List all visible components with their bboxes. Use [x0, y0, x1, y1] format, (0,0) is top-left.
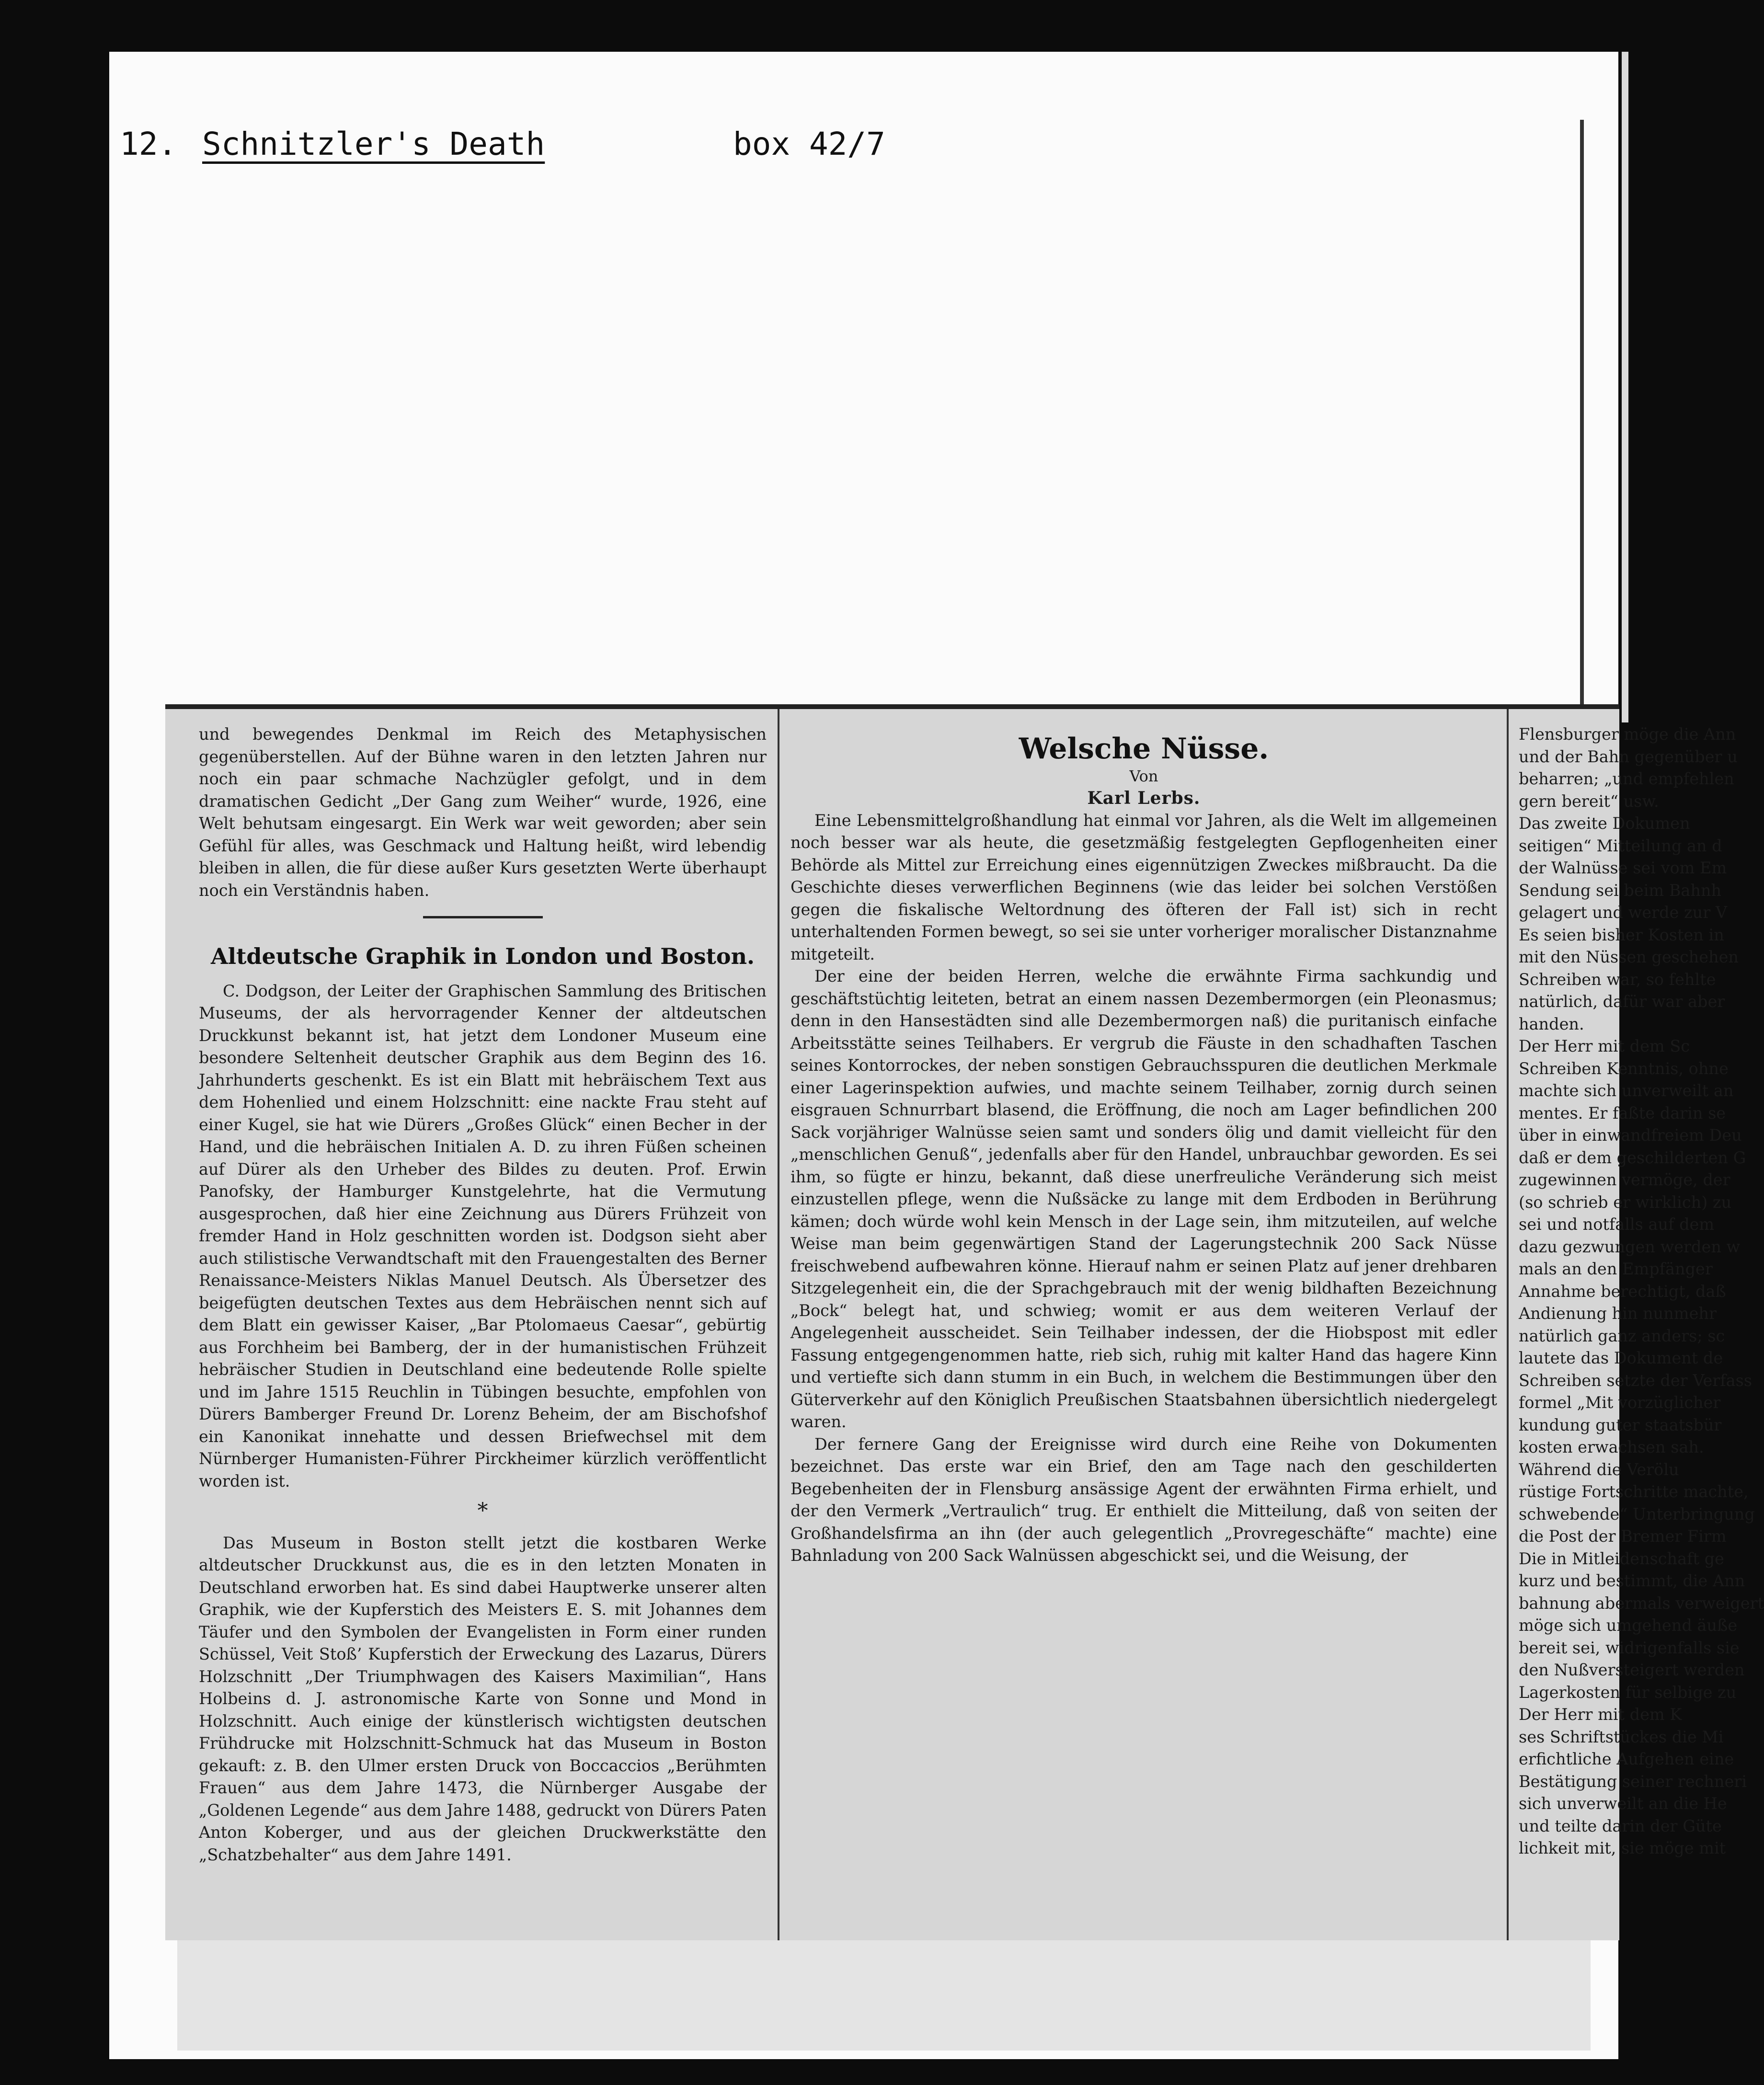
column-line: lichkeit mit, sie möge mit	[1519, 1839, 1726, 1857]
column-left	[199, 723, 767, 1888]
article-paragraph: Der eine der beiden Herren, welche die erwähnte Firma sachkundig und geschäftstüchtig leiteten, betrat an einem nassen Dezembermorgen (ein Pleonasmus; denn in den Hansestädten sind alle Dezembermorgen naß) die puritanisch einfache Arbeitsstätte seines Teilhabers. Er vergrub die Fäuste in den schadhaften Taschen seines Kontorrockes, der neben sonstigen Gebrauchsspuren die deutlichen Merkmale einer Lagerinspektion aufwies, und machte seinem Teilhaber, zornig durch seinen eisgrauen Schnurrbart blasend, die Eröffnung, die noch am Lager befindlichen 200 Sack vorjähriger Walnüsse seien samt und sonders ölig und damit vielleicht für den „menschlichen Genuß“, jedenfalls aber für den Handel, unbrauchbar geworden. Es sei ihm, so fügte er hinzu, bekannt, daß diese unerfreuliche Veränderung sich meist einzustellen pflege, wenn die Nußsäcke zu lange mit dem Erdboden in Berührung kämen; doch würde wohl kein Mensch in der Lage sein, ihm mitzuteilen, auf welche Weise man beim gegenwärtigen Stand der Lagerungstechnik 200 Sack Nüsse freischwebend aufbewahren könne. Hierauf nahm er seinen Platz auf jener drehbaren Sitzgelegenheit ein, die der Sprachgebrauch mit der wenig bildhaften Bezeichnung „Bock“ belegt hat, und schwieg; womit er aus dem weiteren Verlauf der Angelegenheit ausscheidet. Sein Teilhaber indessen, der die Hiobspost mit edler Fassung entgegengenommen hatte, rieb sich, ruhig mit kalter Hand das hagere Kinn und vertiefte sich dann stumm in ein Buch, in welchem die Bestimmungen über den Güterverkehr auf den Königlich Preußischen Staatsbahnen übersichtlich niedergelegt waren.	[790, 967, 1497, 1431]
column-line: natürlich, dafür war aber	[1519, 992, 1725, 1011]
column-rule	[778, 709, 779, 1940]
column-line: schwebende“ Unterbringung	[1519, 1504, 1755, 1524]
column-line: sei und notfalls auf dem	[1519, 1215, 1715, 1234]
column-line: gelagert und werde zur V	[1519, 903, 1728, 922]
column-line: und der Bahn gegenüber u	[1519, 747, 1738, 766]
article-paragraph: Das Museum in Boston stellt jetzt die kostbaren Werke altdeutscher Druckkunst aus, die es in den letzten Monaten in Deutschland erworben hat. Es sind dabei Hauptwerke unserer alten Graphik, wie der Kupferstich des Meisters E. S. mit Johannes dem Täufer und den Symbolen der Evangelisten in Form einer runden Schüssel, Veit Stoß’ Kupferstich der Erweckung des Lazarus, Dürers Holzschnitt „Der Triumphwagen des Kaisers Maximilian“, Hans Holbeins d. J. astronomische Karte von Sonne und Mond in Holzschnitt. Auch einige der künstlerisch wichtigsten deutschen Frühdrucke mit Holzschnitt-Schmuck hat das Museum in Boston gekauft: z. B. den Ulmer ersten Druck von Boccaccios „Berühmten Frauen“ aus dem Jahre 1473, die Nürnberger Ausgabe der „Goldenen Legende“ aus dem Jahre 1488, gedruckt von Dürers Paten Anton Koberger, und aus der gleichen Druckwerkstätte den „Schatzbehalter“ aus dem Jahre 1491.	[199, 1533, 767, 1864]
column-line: mit den Nüssen geschehen	[1519, 948, 1739, 966]
article-intro-text: und bewegendes Denkmal im Reich des Metaphysischen gegenüberstellen. Auf der Bühne waren in den letzten Jahren nur noch ein paar schmache Nachzügler gefolgt, und in dem dramatischen Gedicht „Der Gang zum Weiher“ wurde, 1926, eine Welt behutsam eingesargt. Ein Werk war weit geworden; aber sein Gefühl für alles, was Geschmack und Haltung heißt, wird lebendig bleiben in allen, die für diese außer Kurs gesetzten Werte überhaupt noch ein Verständnis haben.	[199, 725, 767, 900]
article-paragraph: Der fernere Gang der Ereignisse wird durch eine Reihe von Dokumenten bezeichnet. Das erste war ein Brief, den am Tage nach den geschilderten Begebenheiten der in Flensburg ansässige Agent der erwähnten Firma erhielt, und der den Vermerk „Vertraulich“ trug. Er enthielt die Mitteilung, daß von seiten der Großhandelsfirma an ihn (der auch gelegentlich „Provregeschäfte“ machte) eine Bahnladung von 200 Sack Walnüssen abgeschickt sei, und die Weisung, der	[790, 1434, 1497, 1565]
column-line: beharren; „und empfehlen	[1519, 769, 1734, 788]
column-line: Lagerkosten für selbige zu	[1519, 1683, 1737, 1702]
column-line: kundung guter staatsbür	[1519, 1415, 1722, 1434]
column-line: möge sich umgehend äuße	[1519, 1616, 1738, 1635]
column-line: sich unverweilt an die He	[1519, 1794, 1727, 1813]
column-line: kosten erwachsen sah.	[1519, 1438, 1704, 1456]
column-line: Es seien bisher Kosten in	[1519, 925, 1724, 944]
card-fold-line	[1580, 120, 1584, 714]
column-line: natürlich ganz anders; sc	[1519, 1326, 1725, 1345]
column-line: Schreiben setzte der Verfass	[1519, 1371, 1753, 1390]
column-line: Der Herr mit dem Sc	[1519, 1037, 1690, 1055]
column-line: Schreiben Kenntnis, ohne	[1519, 1059, 1729, 1078]
column-line: formel „Mit vorzüglicher	[1519, 1393, 1721, 1412]
column-line: seitigen“ Mitteilung an d	[1519, 836, 1722, 855]
column-line: erfichtliche Aufgehen eine	[1519, 1750, 1734, 1768]
column-line: Die in Mitleidenschaft ge	[1519, 1549, 1724, 1568]
column-line: Andienung hin nunmehr	[1519, 1304, 1717, 1323]
column-line: zugewinnen vermöge, der	[1519, 1170, 1730, 1189]
column-line: der Walnüsse sei vom Em	[1519, 859, 1727, 877]
column-line: die Post der Bremer Firm	[1519, 1527, 1727, 1546]
column-line: dazu gezwungen werden w	[1519, 1237, 1741, 1256]
article-paragraph: C. Dodgson, der Leiter der Graphischen Sammlung des Britischen Museums, der als hervorragender Kenner der altdeutschen Druckkunst bekannt ist, hat jetzt dem Londoner Museum eine besondere Seltenheit deutscher Graphik aus dem Beginn des 16. Jahrhunderts geschenkt. Es ist ein Blatt mit hebräischem Text aus dem Hohenlied und einem Holzschnitt: eine nackte Frau steht auf einer Kugel, sie hat wie Dürers „Großes Glück“ einen Becher in der Hand, und die hebräischen Initialen A. D. zu ihren Füßen scheinen auf Dürer als den Urheber des Bildes zu deuten. Prof. Erwin Panofsky, der Hamburger Kunstgelehrte, hat die Vermutung ausgesprochen, daß hier eine Zeichnung aus Dürers Frühzeit von fremder Hand in Holz geschnitten worden ist. Dodgson sieht aber auch stilistische Verwandtschaft mit den Frauengestalten des Berner Renaissance-Meisters Niklas Manuel Deutsch. Als Übersetzer des beigefügten deutschen Textes aus dem Hebräischen nennt sich auf dem Blatt ein gewisser Kaiser, „Bar Ptolomaeus Caesar“, gebürtig aus Forchheim bei Bamberg, der in der humanistischen Frühzeit hebräischer Studien in Deutschland eine bedeutende Rolle spielte und im Jahre 1515 Reuchlin in Tübingen besuchte, empfohlen von Dürers Bamberger Freund Dr. Lorenz Beheim, der am Bischofshof ein Kanonikat innehatte und dessen Briefwechsel mit dem Nürnberger Humanisten-Führer Pirckheimer kürzlich veröffentlicht worden ist.	[199, 981, 767, 1490]
column-line: lautete das Dokument de	[1519, 1349, 1723, 1367]
column-line: bahnung abermals verweigert	[1519, 1593, 1764, 1613]
column-right-cut	[1519, 723, 1764, 1912]
separator-rule	[423, 916, 543, 918]
column-line: rüstige Fortschritte machte,	[1519, 1482, 1749, 1501]
column-line: Während die Verölu	[1519, 1460, 1679, 1479]
newspaper-clipping	[165, 704, 1764, 1940]
column-rule	[1507, 709, 1509, 1940]
article-title: Welsche Nüsse.	[1019, 732, 1269, 766]
card-edge	[1622, 52, 1628, 722]
folder-title: Schnitzler's Death	[202, 126, 545, 162]
asterisk-divider: *	[477, 1499, 488, 1523]
box-label: box 42/7	[733, 126, 885, 162]
column-line: Schreiben war, so fehlte	[1519, 970, 1716, 989]
column-line: und teilte darin der Güte	[1519, 1816, 1722, 1835]
column-middle	[790, 723, 1497, 1912]
column-line: über in einwandfreiem Deu	[1519, 1126, 1742, 1145]
column-line: gern bereit“ usw.	[1519, 791, 1659, 811]
column-line: mals an den Empfänger	[1519, 1260, 1713, 1278]
byline-author: Karl Lerbs.	[1087, 788, 1201, 808]
column-line: Bestätigung seiner rechneri	[1519, 1772, 1747, 1791]
column-line: bereit sei, widrigenfalls sie	[1519, 1638, 1740, 1657]
column-line: (so schrieb er wirklich) zu	[1519, 1192, 1732, 1212]
column-line: mentes. Er faßte darin se	[1519, 1103, 1726, 1123]
column-line: handen.	[1519, 1014, 1584, 1033]
article-paragraph: Eine Lebensmittelgroßhandlung hat einmal vor Jahren, als die Welt im allgemeinen noch besser war als heute, die gesetzmäßig festgelegten Gepflogenheiten einer Behörde als Mittel zur Erreichung eines eigennützigen Zweckes mißbraucht. Da die Geschichte dieses verwerflichen Beginnens (wie das leider bei solchen Verstößen gegen die fiskalische Weltordnung des öfteren der Fall ist) sich in recht unterhaltenden Formen bewegt, so sei sie unter vorheriger moralischer Distanznahme mitgeteilt.	[790, 811, 1497, 963]
column-line: ses Schriftstückes die Mi	[1519, 1727, 1724, 1746]
column-line: Annahme berechtigt, daß	[1519, 1282, 1726, 1301]
column-line: Flensburger möge die Ann	[1519, 725, 1736, 744]
folder-number: 12.	[120, 126, 177, 162]
column-line: machte sich unverweilt an	[1519, 1081, 1734, 1100]
column-line: Sendung sei beim Bahnh	[1519, 881, 1722, 900]
column-line: kurz und bestimmt, die Ann	[1519, 1571, 1745, 1590]
column-line: Der Herr mit dem K	[1519, 1705, 1682, 1724]
column-line: daß er dem geschilderten G	[1519, 1148, 1746, 1167]
article-heading: Altdeutsche Graphik in London und Boston.	[210, 943, 755, 969]
clipping-backing	[177, 1936, 1591, 2051]
column-line: Das zweite Dokumen	[1519, 814, 1690, 833]
byline-von: Von	[1129, 767, 1158, 785]
column-line: den Nußversteigert werden	[1519, 1661, 1745, 1679]
